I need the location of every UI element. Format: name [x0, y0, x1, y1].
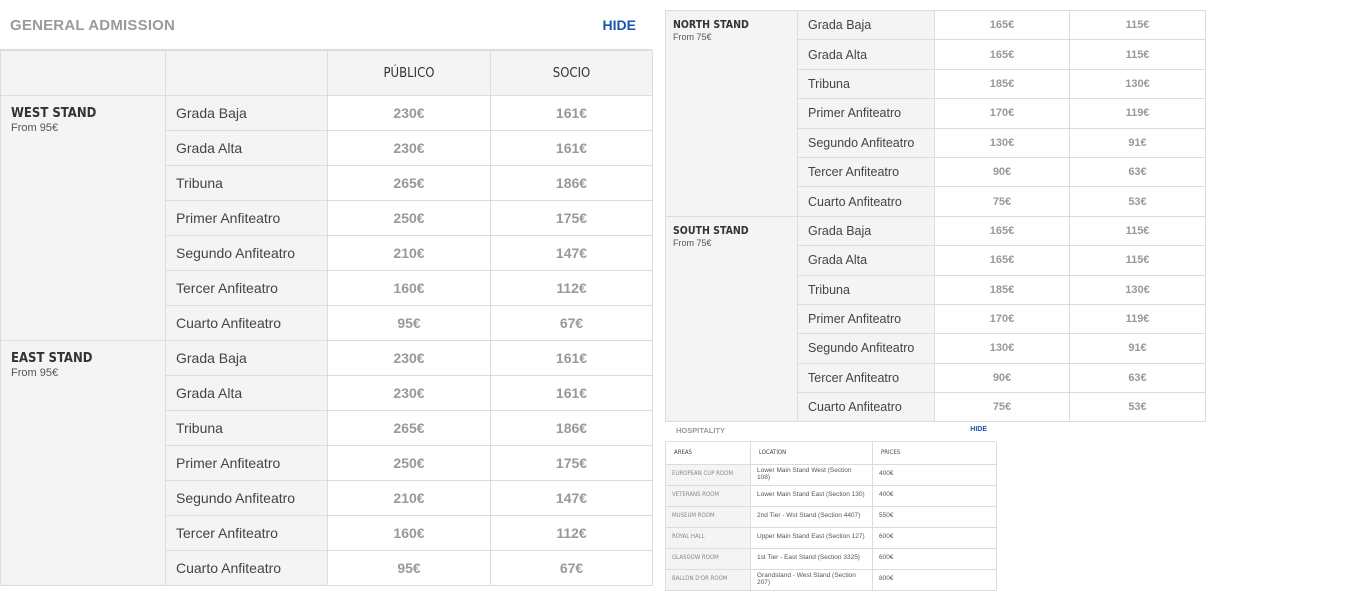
- hospitality-area: MUSEUM ROOM: [666, 506, 751, 527]
- table-row: [666, 216, 1206, 245]
- section-name: Cuarto Anfiteatro: [166, 551, 328, 586]
- section-name: Tribuna: [798, 275, 935, 304]
- stand-cell: [666, 216, 798, 422]
- publico-price: 265€: [328, 166, 491, 201]
- section-name: Tribuna: [166, 411, 328, 446]
- stand-name: NORTH STAND: [673, 19, 749, 31]
- publico-price: 95€: [328, 306, 491, 341]
- socio-price: 161€: [491, 96, 653, 131]
- publico-price: 95€: [328, 551, 491, 586]
- north-south-stands-table: [665, 10, 1206, 422]
- socio-price: 186€: [491, 411, 653, 446]
- hospitality-location: 2nd Tier - Wst Stand (Section 4407): [751, 506, 873, 527]
- section-name: Primer Anfiteatro: [798, 304, 935, 333]
- table-row: [666, 548, 997, 569]
- section-name: Primer Anfiteatro: [798, 99, 935, 128]
- socio-price: 67€: [491, 551, 653, 586]
- publico-price: 250€: [328, 201, 491, 236]
- publico-price: 90€: [935, 157, 1070, 186]
- hospitality-header: [665, 420, 996, 442]
- publico-price: 265€: [328, 411, 491, 446]
- publico-price: 165€: [935, 216, 1070, 245]
- table-row: [666, 527, 997, 548]
- section-name: Cuarto Anfiteatro: [798, 187, 935, 216]
- hospitality-table: [665, 442, 997, 591]
- table-header-row: [1, 51, 653, 96]
- publico-price: 165€: [935, 40, 1070, 69]
- hospitality-area: EUROPEAN CUP ROOM: [666, 464, 751, 485]
- publico-price: 165€: [935, 246, 1070, 275]
- hospitality-location: Lower Main Stand West (Section 108): [751, 464, 873, 485]
- publico-price: 230€: [328, 376, 491, 411]
- publico-price: 170€: [935, 304, 1070, 333]
- socio-price: 53€: [1070, 187, 1206, 216]
- section-name: Grada Baja: [166, 341, 328, 376]
- hide-hospitality-button[interactable]: HIDE: [970, 426, 987, 433]
- socio-price: 63€: [1070, 157, 1206, 186]
- stand-cell: [666, 11, 798, 217]
- hospitality-location: Grandstand - West Stand (Section 207): [751, 569, 873, 590]
- publico-price: 160€: [328, 271, 491, 306]
- publico-price: 160€: [328, 516, 491, 551]
- hospitality-location: Upper Main Stand East (Section 127): [751, 527, 873, 548]
- stand-from-price: From 95€: [11, 122, 59, 134]
- publico-price: 250€: [328, 446, 491, 481]
- section-name: Segundo Anfiteatro: [166, 236, 328, 271]
- publico-price: 210€: [328, 481, 491, 516]
- table-header-row: [666, 442, 997, 464]
- hospitality-panel: [665, 420, 996, 597]
- section-name: Segundo Anfiteatro: [798, 128, 935, 157]
- section-name: Segundo Anfiteatro: [166, 481, 328, 516]
- section-name: Tribuna: [798, 69, 935, 98]
- section-name: Cuarto Anfiteatro: [166, 306, 328, 341]
- socio-price: 63€: [1070, 363, 1206, 392]
- hospitality-title: HOSPITALITY: [676, 426, 726, 435]
- stand-name: EAST STAND: [11, 351, 93, 366]
- column-header-socio: SOCIO: [491, 51, 653, 96]
- stand-from-price: From 75€: [673, 32, 712, 42]
- section-name: Grada Alta: [166, 376, 328, 411]
- table-row: [1, 96, 653, 131]
- socio-price: 119€: [1070, 99, 1206, 128]
- stand-from-price: From 75€: [673, 237, 712, 248]
- stand-name: SOUTH STAND: [673, 224, 749, 237]
- publico-price: 75€: [935, 393, 1070, 422]
- column-header-publico: PÚBLICO: [328, 51, 491, 96]
- socio-price: 186€: [491, 166, 653, 201]
- general-admission-panel: [0, 0, 652, 585]
- stand-name: WEST STAND: [11, 106, 97, 121]
- table-row: [666, 569, 997, 590]
- socio-price: 112€: [491, 516, 653, 551]
- publico-price: 230€: [328, 131, 491, 166]
- section-name: Tercer Anfiteatro: [798, 157, 935, 186]
- socio-price: 53€: [1070, 393, 1206, 422]
- publico-price: 75€: [935, 187, 1070, 216]
- hospitality-price: 800€: [873, 569, 997, 590]
- section-name: Grada Baja: [166, 96, 328, 131]
- section-name: Cuarto Anfiteatro: [798, 393, 935, 422]
- section-name: Grada Alta: [166, 131, 328, 166]
- section-name: Grada Alta: [798, 40, 935, 69]
- hospitality-price: 600€: [873, 548, 997, 569]
- hospitality-price: 400€: [873, 485, 997, 506]
- hospitality-area: ROYAL HALL: [666, 527, 751, 548]
- socio-price: 91€: [1070, 334, 1206, 363]
- section-name: Grada Baja: [798, 216, 935, 245]
- column-header-stand: [1, 51, 166, 96]
- section-name: Grada Baja: [798, 11, 935, 40]
- socio-price: 147€: [491, 236, 653, 271]
- socio-price: 130€: [1070, 275, 1206, 304]
- socio-price: 161€: [491, 376, 653, 411]
- socio-price: 112€: [491, 271, 653, 306]
- socio-price: 67€: [491, 306, 653, 341]
- socio-price: 161€: [491, 341, 653, 376]
- section-name: Tercer Anfiteatro: [166, 271, 328, 306]
- publico-price: 130€: [935, 334, 1070, 363]
- publico-price: 230€: [328, 96, 491, 131]
- publico-price: 185€: [935, 69, 1070, 98]
- table-row: [666, 464, 997, 485]
- socio-price: 115€: [1070, 40, 1206, 69]
- publico-price: 90€: [935, 363, 1070, 392]
- section-name: Grada Alta: [798, 246, 935, 275]
- section-name: Tercer Anfiteatro: [798, 363, 935, 392]
- socio-price: 119€: [1070, 304, 1206, 333]
- section-name: Segundo Anfiteatro: [798, 334, 935, 363]
- stand-cell: [1, 96, 166, 341]
- socio-price: 130€: [1070, 69, 1206, 98]
- hospitality-price: 600€: [873, 527, 997, 548]
- stand-from-price: From 95€: [11, 367, 59, 379]
- hospitality-location: 1st Tier - East Stand (Section 3325): [751, 548, 873, 569]
- stand-cell: [1, 341, 166, 586]
- socio-price: 115€: [1070, 216, 1206, 245]
- socio-price: 175€: [491, 446, 653, 481]
- publico-price: 185€: [935, 275, 1070, 304]
- socio-price: 91€: [1070, 128, 1206, 157]
- hospitality-area: VETERANS ROOM: [666, 485, 751, 506]
- socio-price: 147€: [491, 481, 653, 516]
- column-header-location: LOCATION: [751, 442, 873, 464]
- hide-general-admission-button[interactable]: HIDE: [602, 17, 636, 33]
- publico-price: 165€: [935, 11, 1070, 40]
- hospitality-price: 400€: [873, 464, 997, 485]
- section-name: Primer Anfiteatro: [166, 201, 328, 236]
- table-row: [666, 11, 1206, 40]
- column-header-section: [166, 51, 328, 96]
- section-name: Tercer Anfiteatro: [166, 516, 328, 551]
- socio-price: 175€: [491, 201, 653, 236]
- publico-price: 210€: [328, 236, 491, 271]
- hospitality-location: Lower Main Stand East (Section 130): [751, 485, 873, 506]
- hospitality-area: BALLON D'OR ROOM: [666, 569, 751, 590]
- section-name: Tribuna: [166, 166, 328, 201]
- socio-price: 115€: [1070, 11, 1206, 40]
- general-admission-title: GENERAL ADMISSION: [10, 17, 176, 34]
- column-header-prices: PRICES: [873, 442, 997, 464]
- column-header-areas: AREAS: [666, 442, 751, 464]
- socio-price: 161€: [491, 131, 653, 166]
- hospitality-price: 550€: [873, 506, 997, 527]
- publico-price: 170€: [935, 99, 1070, 128]
- table-row: [1, 341, 653, 376]
- general-admission-header: [0, 0, 652, 50]
- socio-price: 115€: [1070, 246, 1206, 275]
- general-admission-table: [0, 50, 653, 586]
- publico-price: 230€: [328, 341, 491, 376]
- hospitality-area: GLASGOW ROOM: [666, 548, 751, 569]
- table-row: [666, 485, 997, 506]
- publico-price: 130€: [935, 128, 1070, 157]
- table-row: [666, 506, 997, 527]
- section-name: Primer Anfiteatro: [166, 446, 328, 481]
